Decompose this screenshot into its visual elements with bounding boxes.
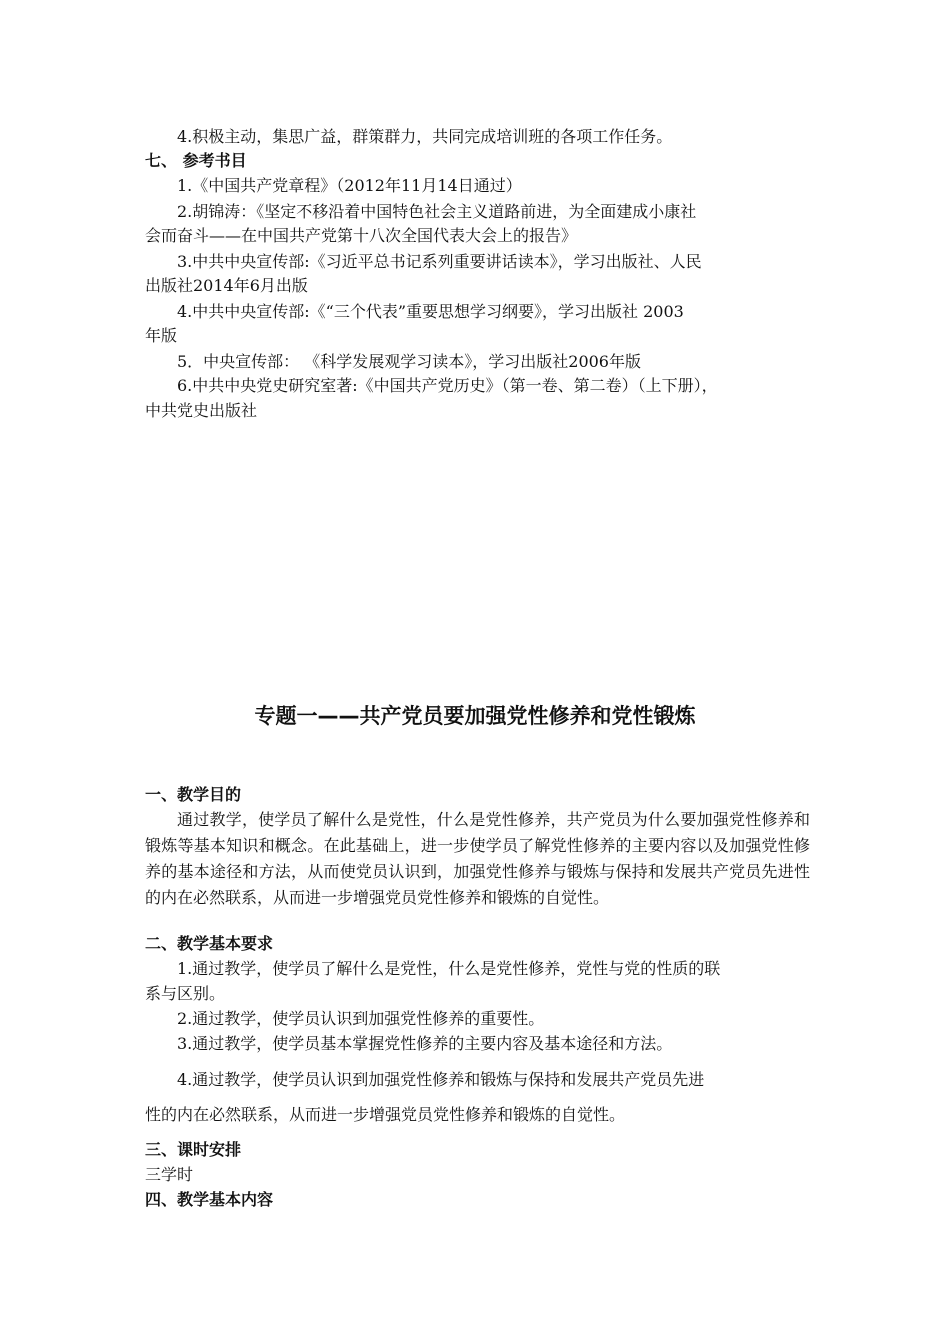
section7-heading: 七、 参考书目: [145, 151, 247, 170]
ref-line-2: 2.胡锦涛：《坚定不移沿着中国特色社会主义道路前进，为全面建成小康社: [177, 202, 697, 221]
ref-line-4: 3.中共中央宣传部:《习近平总书记系列重要讲话读本》，学习出版社、人民: [177, 252, 702, 271]
ref-line-9: 6.中共中央党史研究室著:《中国共产党历史》（第一卷、第二卷）（上下册），: [177, 376, 718, 395]
section1-heading: 一、教学目的: [145, 785, 242, 804]
topic-title: 专题一——共产党员要加强党性修养和党性锻炼: [254, 704, 696, 728]
ref-line-5: 出版社2014年6月出版: [145, 276, 308, 295]
ref-line-6: 4.中共中央宣传部:《“三个代表”重要思想学习纲要》，学习出版社 2003: [177, 302, 684, 321]
req-line-6: 性的内在必然联系，从而进一步增强党员党性修养和锻炼的自觉性。: [145, 1105, 626, 1124]
ref-line-7: 年版: [145, 326, 178, 345]
req-line-2: 系与区别。: [145, 984, 226, 1003]
section7-item4: 4.积极主动，集思广益，群策群力，共同完成培训班的各项工作任务。: [177, 127, 673, 146]
section3-body: 三学时: [145, 1165, 194, 1184]
req-line-4: 3.通过教学，使学员基本掌握党性修养的主要内容及基本途径和方法。: [177, 1034, 673, 1053]
section4-heading: 四、教学基本内容: [145, 1190, 274, 1209]
section3-heading: 三、课时安排: [145, 1140, 242, 1159]
ref-line-1: 1.《中国共产党章程》（2012年11月14日通过）: [177, 176, 522, 195]
section2-heading: 二、教学基本要求: [145, 934, 274, 953]
req-line-3: 2.通过教学，使学员认识到加强党性修养的重要性。: [177, 1009, 545, 1028]
section1-body: 通过教学，使学员了解什么是党性，什么是党性修养，共产党员为什么要加强党性修养和锻炼等基本知识和概念。在此基础上，进一步使学员了解党性修养的主要内容以及加强党性修养的基本途径和方法，从而使党员认识到，加强党性修养与锻炼与保持和发展共产党员先进性的内在必然联系，从而进一步增强党员党性修养和锻炼的自觉性。: [145, 810, 810, 907]
ref-line-3: 会而奋斗——在中国共产党第十八次全国代表大会上的报告》: [145, 226, 578, 245]
req-line-5: 4.通过教学，使学员认识到加强党性修养和锻炼与保持和发展共产党员先进: [177, 1070, 705, 1089]
req-line-1: 1.通过教学，使学员了解什么是党性，什么是党性修养，党性与党的性质的联: [177, 959, 721, 978]
ref-line-10: 中共党史出版社: [145, 401, 258, 420]
ref-line-8: 5．中央宣传部： 《科学发展观学习读本》，学习出版社2006年版: [177, 352, 641, 371]
